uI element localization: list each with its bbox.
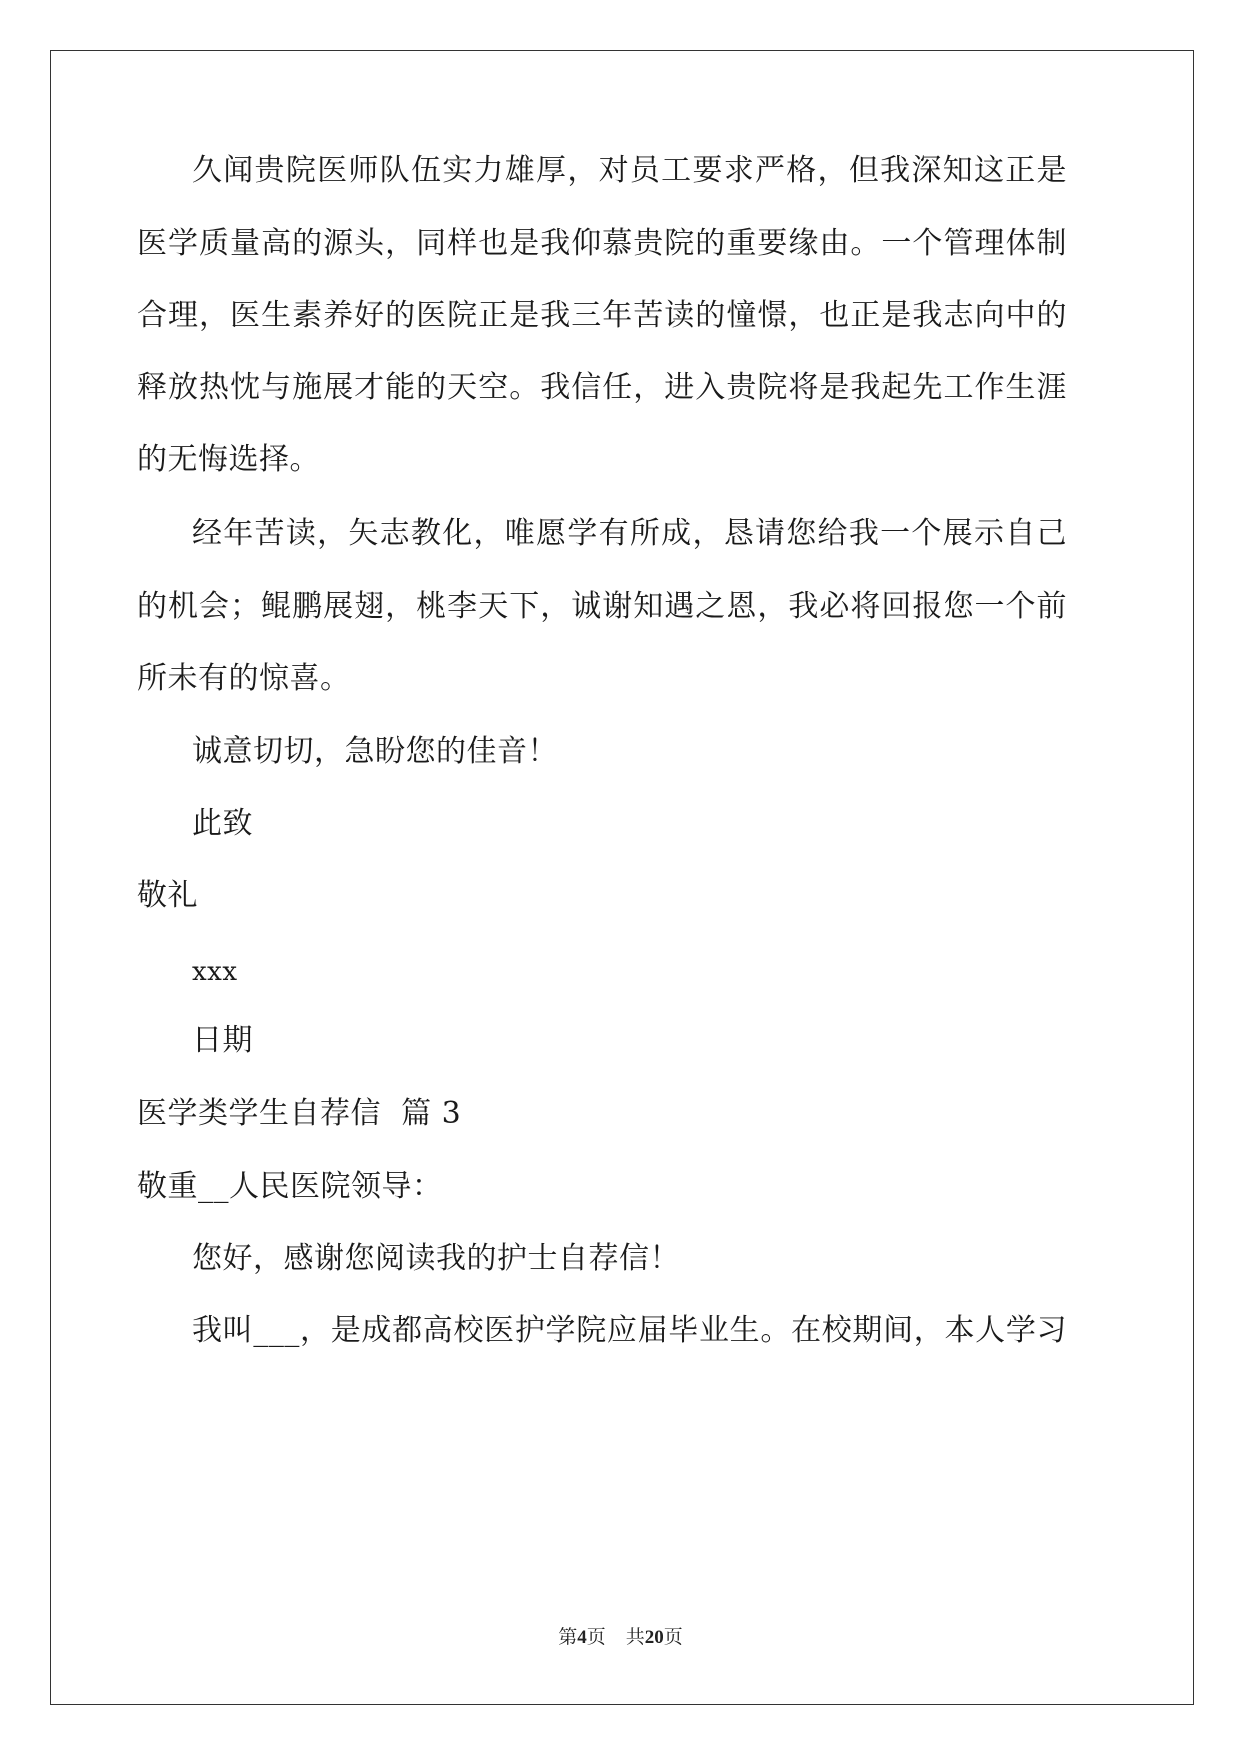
- footer-page-number: 4: [577, 1627, 587, 1648]
- page-footer: [0, 1626, 1241, 1650]
- letter-2-intro-line: 我叫___，是成都高校医护学院应届毕业生。在校期间，本人学习: [192, 1313, 1067, 1348]
- paragraph-2-line-1: 经年苦读，矢志教化，唯愿学有所成，恳请您给我一个展示自己: [192, 516, 1067, 551]
- letter-2-opening: 您好，感谢您阅读我的护士自荐信！: [192, 1241, 680, 1276]
- footer-total-suffix: 页: [663, 1627, 683, 1648]
- paragraph-2-line-2: 的机会；鲲鹏展翅，桃李天下，诚谢知遇之恩，我必将回报您一个前: [137, 589, 1067, 624]
- footer-total-prefix: 共: [625, 1627, 645, 1648]
- paragraph-1-line-5: 的无悔选择。: [137, 442, 320, 477]
- salutation-cizhi: 此致: [192, 806, 253, 841]
- signature: xxx: [192, 957, 238, 987]
- paragraph-1-line-4: 释放热忱与施展才能的天空。我信任，进入贵院将是我起先工作生涯: [137, 370, 1067, 405]
- footer-page-suffix: 页: [586, 1627, 606, 1648]
- section-heading: 医学类学生自荐信 篇 3: [137, 1096, 462, 1131]
- salutation-jingli: 敬礼: [137, 878, 198, 913]
- paragraph-1-line-1: 久闻贵院医师队伍实力雄厚，对员工要求严格，但我深知这正是: [192, 153, 1067, 188]
- date-label: 日期: [192, 1023, 253, 1058]
- footer-total-pages: 20: [644, 1627, 664, 1648]
- paragraph-2-line-3: 所未有的惊喜。: [137, 661, 351, 696]
- footer-page-prefix: 第: [558, 1627, 578, 1648]
- closing-wish: 诚意切切，急盼您的佳音！: [192, 734, 558, 769]
- paragraph-1-line-2: 医学质量高的源头，同样也是我仰慕贵院的重要缘由。一个管理体制: [137, 226, 1067, 261]
- letter-2-greeting: 敬重__人民医院领导：: [137, 1169, 443, 1204]
- paragraph-1-line-3: 合理，医生素养好的医院正是我三年苦读的憧憬，也正是我志向中的: [137, 298, 1067, 333]
